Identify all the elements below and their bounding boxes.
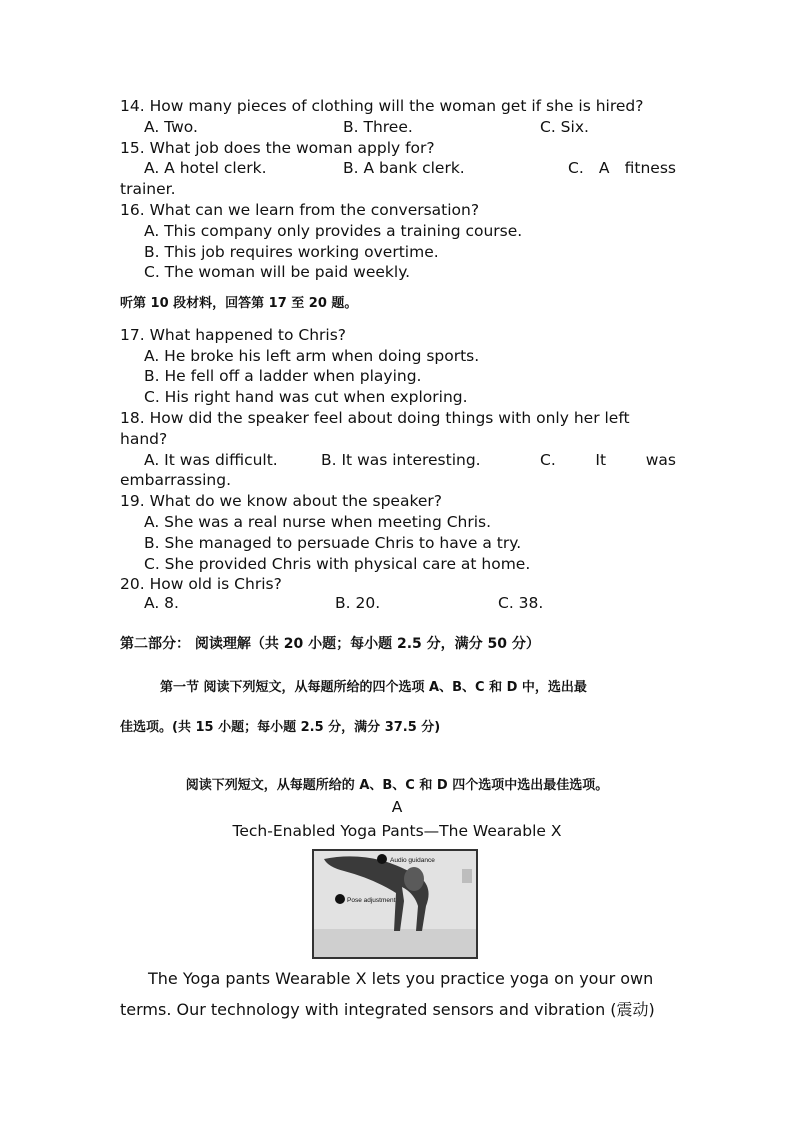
question-14-option-b: B. Three. — [343, 118, 413, 136]
question-18-option-c — [540, 450, 676, 470]
question-16-option-c: C. The woman will be paid weekly. — [144, 263, 411, 281]
question-17-option-b: B. He fell off a ladder when playing. — [144, 367, 422, 385]
question-16-option-b: B. This job requires working overtime. — [144, 243, 439, 261]
question-18-option-b: B. It was interesting. — [321, 451, 481, 469]
option-c-word: C. — [540, 451, 556, 469]
reading-instruction: 阅读下列短文，从每题所给的 A、B、C 和 D 四个选项中选出最佳选项。 — [185, 778, 609, 793]
question-20-option-c: C. 38. — [498, 594, 544, 612]
option-c-word: was — [645, 451, 676, 469]
question-16-stem: 16. What can we learn from the conversation? — [120, 201, 480, 219]
question-15-option-c-continued: trainer. — [120, 180, 176, 198]
question-19-stem: 19. What do we know about the speaker? — [120, 492, 443, 510]
question-20-option-b: B. 20. — [335, 594, 381, 612]
question-18-stem: 18. How did the speaker feel about doing things with only her left — [120, 409, 630, 427]
question-14-option-c: C. Six. — [540, 118, 589, 136]
section-1-instruction-continued: 佳选项。(共 15 小题；每小题 2.5 分，满分 37.5 分) — [120, 720, 441, 735]
photo-label-audio: Audio guidance — [390, 857, 435, 864]
option-c-word: C. — [568, 159, 584, 177]
passage-paragraph-line-1: The Yoga pants Wearable X lets you practice yoga on your own — [148, 969, 654, 988]
question-14-stem: 14. How many pieces of clothing will the woman get if she is hired? — [120, 97, 644, 115]
passage-letter: A — [391, 798, 403, 816]
question-17-option-c: C. His right hand was cut when exploring. — [144, 388, 468, 406]
question-15-option-b: B. A bank clerk. — [343, 159, 465, 177]
part-2-title: 第二部分： 阅读理解（共 20 小题；每小题 2.5 分，满分 50 分） — [120, 636, 540, 652]
option-c-word: It — [595, 451, 607, 469]
section-10-instruction: 听第 10 段材料，回答第 17 至 20 题。 — [120, 296, 358, 311]
question-19-option-a: A. She was a real nurse when meeting Chris. — [144, 513, 492, 531]
passage-title: Tech-Enabled Yoga Pants—The Wearable X — [232, 822, 562, 840]
question-16-option-a: A. This company only provides a training course. — [144, 222, 523, 240]
question-15-option-c — [568, 158, 676, 178]
yoga-pants-photo — [312, 849, 478, 959]
option-c-word: A — [598, 159, 610, 177]
question-18-option-c-continued: embarrassing. — [120, 471, 231, 489]
question-20-stem: 20. How old is Chris? — [120, 575, 282, 593]
passage-paragraph-line-2: terms. Our technology with integrated sensors and vibration (震动) — [120, 1000, 655, 1019]
question-20-option-a: A. 8. — [144, 594, 179, 612]
photo-label-pose: Pose adjustment — [347, 897, 396, 904]
question-19-option-c: C. She provided Chris with physical care at home. — [144, 555, 531, 573]
question-18-stem-continued: hand? — [120, 430, 168, 448]
option-c-word: fitness — [624, 159, 676, 177]
question-15-stem: 15. What job does the woman apply for? — [120, 139, 435, 157]
yoga-photo-illustration — [314, 851, 476, 957]
section-1-instruction: 第一节 阅读下列短文，从每题所给的四个选项 A、B、C 和 D 中，选出最 — [160, 680, 587, 695]
question-15-option-a: A. A hotel clerk. — [144, 159, 267, 177]
question-17-stem: 17. What happened to Chris? — [120, 326, 347, 344]
question-19-option-b: B. She managed to persuade Chris to have a try. — [144, 534, 522, 552]
question-18-option-a: A. It was difficult. — [144, 451, 278, 469]
question-17-option-a: A. He broke his left arm when doing sports. — [144, 347, 480, 365]
question-14-option-a: A. Two. — [144, 118, 198, 136]
